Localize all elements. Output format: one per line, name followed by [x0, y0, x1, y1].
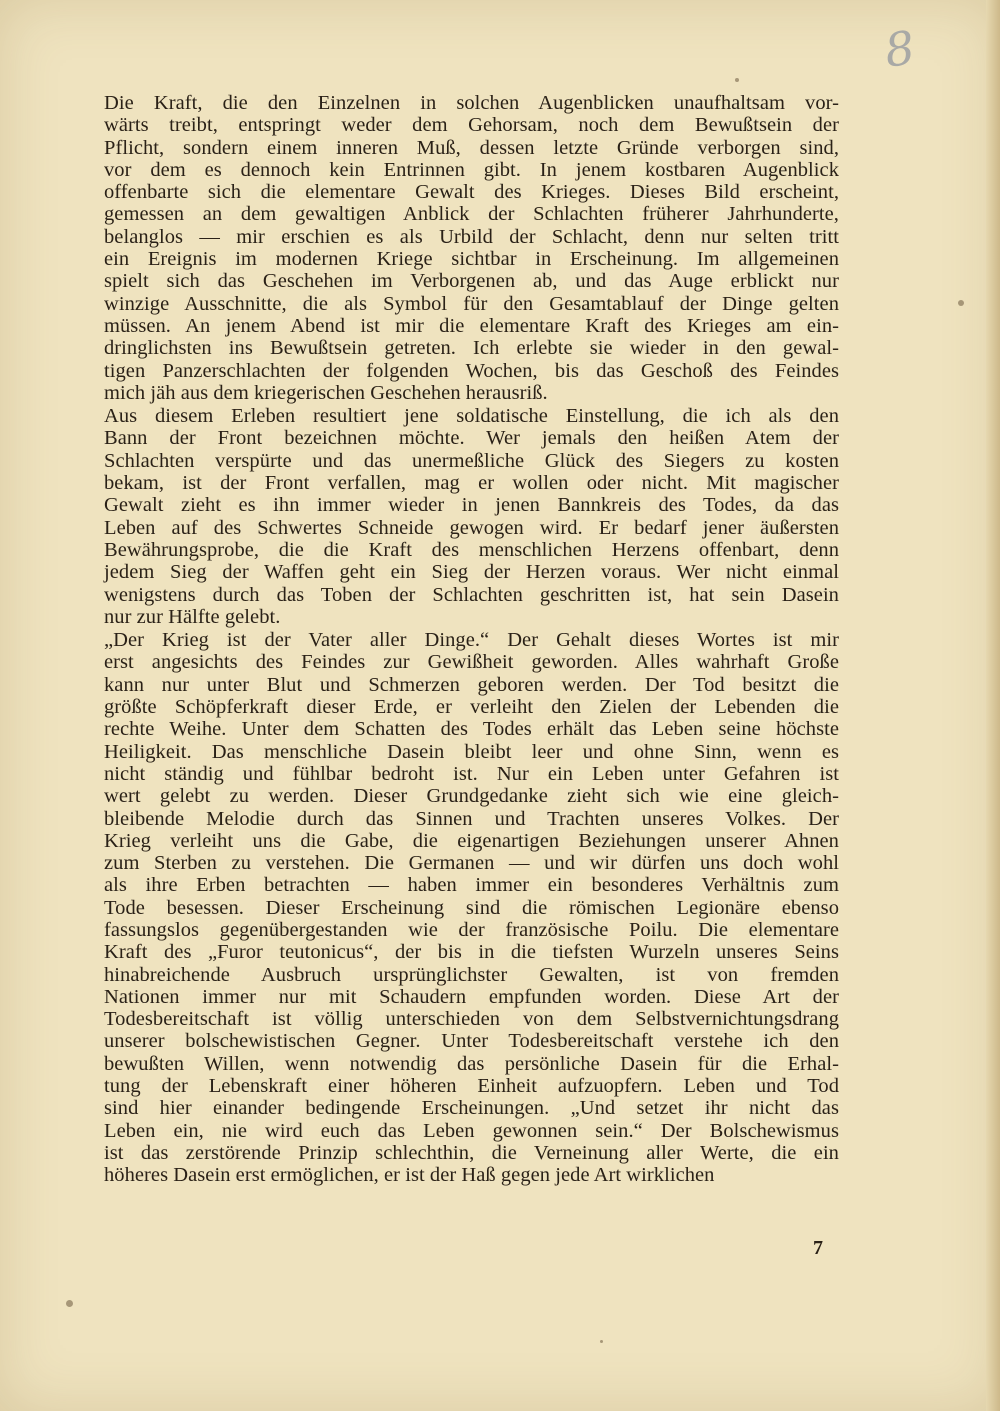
text-line: ein Ereignis im modernen Kriege sichtbar in Erscheinung. Im allgemeinen	[104, 248, 839, 271]
paper-speck	[600, 1340, 603, 1343]
paragraph	[104, 629, 839, 1186]
paragraph	[104, 405, 839, 628]
text-line: zum Sterben zu verstehen. Die Germanen — und wir dürfen uns doch wohl	[104, 852, 839, 875]
text-line: spielt sich das Geschehen im Verborgenen ab, und das Auge erblickt nur	[104, 270, 839, 293]
text-line: ist das zerstörende Prinzip schlechthin, die Verneinung aller Werte, die ein	[104, 1141, 839, 1164]
text-line: Leben ein, nie wird euch das Leben gewonnen sein.“ Der Bolschewismus	[104, 1119, 839, 1142]
text-line: Leben auf des Schwertes Schneide gewogen wird. Er bedarf jener äußersten	[104, 516, 839, 539]
text-line: unserer bolschewistischen Gegner. Unter Todesbereitschaft verstehe ich den	[104, 1030, 839, 1053]
text-line: nicht ständig und fühlbar bedroht ist. Nur ein Leben unter Gefahren ist	[104, 762, 839, 785]
text-line: größte Schöpferkraft dieser Erde, er verleiht den Zielen der Lebenden die	[104, 696, 839, 719]
text-line: höheres Dasein erst ermöglichen, er ist der Haß gegen jede Art wirklichen	[104, 1164, 715, 1187]
text-line: „Der Krieg ist der Vater aller Dinge.“ Der Gehalt dieses Wortes ist mir	[104, 629, 839, 652]
text-line: winzige Ausschnitte, die als Symbol für den Gesamtablauf der Dinge gelten	[104, 292, 839, 315]
text-line: mich jäh aus dem kriegerischen Geschehen herausriß.	[104, 381, 548, 404]
paragraph	[104, 92, 839, 404]
text-line: sind hier einander bedingende Erscheinungen. „Und setzet ihr nicht das	[104, 1097, 839, 1120]
text-line: gemessen an dem gewaltigen Anblick der Schlachten früherer Jahrhunderte,	[104, 203, 839, 226]
text-line: Kraft des „Furor teutonicus“, der bis in die tiefsten Wurzeln unseres Seins	[104, 941, 839, 964]
text-line: Bewährungsprobe, die die Kraft des menschlichen Herzens offenbart, denn	[104, 538, 839, 561]
text-line: bekam, ist der Front verfallen, mag er wollen oder nicht. Mit magischer	[104, 472, 839, 495]
page-edge	[986, 0, 1000, 1411]
text-line: jedem Sieg der Waffen geht ein Sieg der Herzen voraus. Wer nicht einmal	[104, 561, 839, 584]
text-line: Krieg verleiht uns die Gabe, die eigenartigen Beziehungen unserer Ahnen	[104, 829, 839, 852]
text-line: Die Kraft, die den Einzelnen in solchen Augenblicken unaufhaltsam vor-	[104, 92, 839, 114]
text-line: Heiligkeit. Das menschliche Dasein bleibt leer und ohne Sinn, wenn es	[104, 740, 839, 763]
paper-speck	[958, 300, 964, 306]
text-line: dringlichsten ins Bewußtsein getreten. Ich erlebte sie wieder in den gewal-	[104, 337, 839, 360]
text-line: Bann der Front bezeichnen möchte. Wer jemals den heißen Atem der	[104, 427, 839, 450]
text-line: bewußten Willen, wenn notwendig das persönliche Dasein für die Erhal-	[104, 1052, 839, 1075]
page-number: 7	[813, 1237, 823, 1259]
text-line: rechte Weihe. Unter dem Schatten des Todes erhält das Leben seine höchste	[104, 718, 839, 741]
text-line: müssen. An jenem Abend ist mir die elementare Kraft des Krieges am ein-	[104, 314, 839, 337]
text-line: wenigstens durch das Toben der Schlachten geschritten ist, hat sein Dasein	[104, 583, 839, 606]
text-line: Pflicht, sondern einem inneren Muß, dessen letzte Gründe verborgen sind,	[104, 136, 839, 159]
text-line: Nationen immer nur mit Schaudern empfunden worden. Diese Art der	[104, 985, 839, 1008]
text-line: Schlachten verspürte und das unermeßliche Glück des Siegers zu kosten	[104, 449, 839, 472]
text-line: nur zur Hälfte gelebt.	[104, 605, 281, 628]
text-line: Todesbereitschaft ist völlig unterschieden von dem Selbstvernichtungsdrang	[104, 1008, 839, 1031]
text-line: wert gelebt zu werden. Dieser Grundgedanke zieht sich wie eine gleich-	[104, 785, 839, 808]
text-line: wärts treibt, entspringt weder dem Gehorsam, noch dem Bewußtsein der	[104, 114, 839, 137]
text-line: als ihre Erben betrachten — haben immer ein besonderes Verhältnis zum	[104, 874, 839, 897]
text-line: vor dem es dennoch kein Entrinnen gibt. In jenem kostbaren Augenblick	[104, 158, 839, 181]
body-text	[104, 92, 839, 1188]
text-line: tung der Lebenskraft einer höheren Einheit aufzuopfern. Leben und Tod	[104, 1075, 839, 1098]
text-line: fassungslos gegenübergestanden wie der französische Poilu. Die elementare	[104, 918, 839, 941]
text-line: Aus diesem Erleben resultiert jene soldatische Einstellung, die ich als den	[104, 405, 839, 428]
text-line: tigen Panzerschlachten der folgenden Wochen, bis das Geschoß des Feindes	[104, 359, 839, 382]
text-line: hinabreichende Ausbruch ursprünglichster Gewalten, ist von fremden	[104, 963, 839, 986]
text-line: Gewalt zieht es ihn immer wieder in jenen Bannkreis des Todes, da das	[104, 494, 839, 517]
paper-speck	[735, 78, 739, 82]
text-line: Tode besessen. Dieser Erscheinung sind die römischen Legionäre ebenso	[104, 896, 839, 919]
text-line: offenbarte sich die elementare Gewalt des Krieges. Dieses Bild erscheint,	[104, 181, 839, 204]
handwritten-page-mark: 8	[881, 20, 918, 78]
text-line: belanglos — mir erschien es als Urbild der Schlacht, denn nur selten tritt	[104, 225, 839, 248]
paper-speck	[66, 1300, 73, 1307]
text-line: kann nur unter Blut und Schmerzen geboren werden. Der Tod besitzt die	[104, 673, 839, 696]
text-line: bleibende Melodie durch das Sinnen und Trachten unseres Volkes. Der	[104, 807, 839, 830]
text-line: erst angesichts des Feindes zur Gewißheit geworden. Alles wahrhaft Große	[104, 651, 839, 674]
